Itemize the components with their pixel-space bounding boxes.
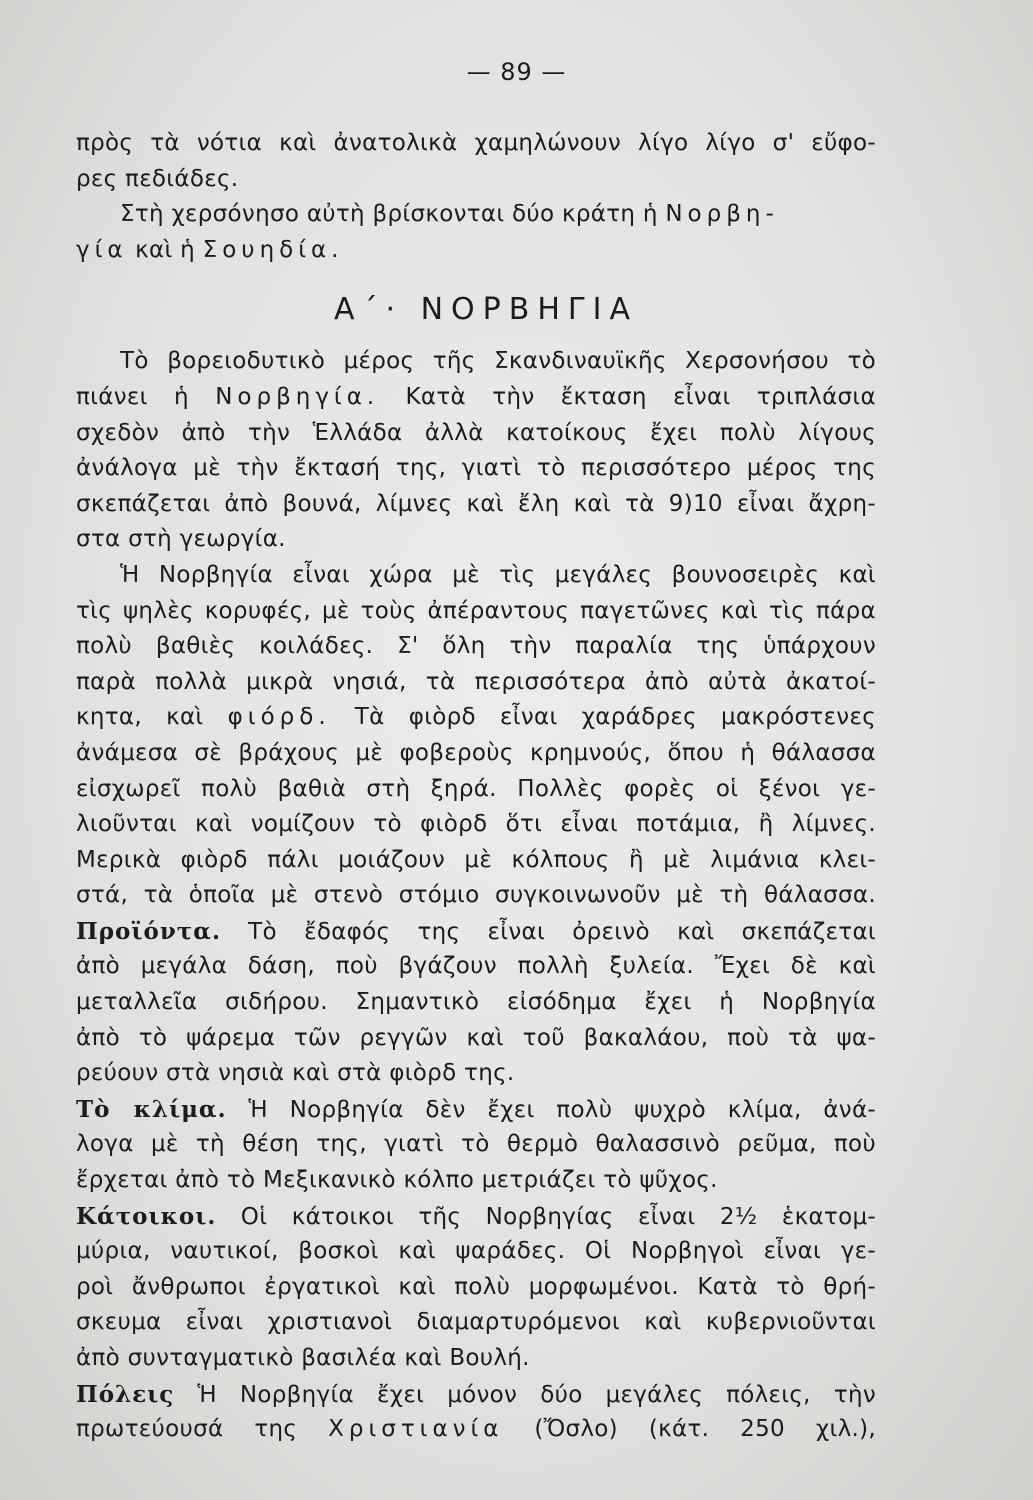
text-line: λογα μὲ τὴ θέση της, γιατὶ τὸ θερμὸ θαλασσινὸ ρεῦμα, ποὺ — [76, 1131, 876, 1158]
section-heading: Α΄· ΝΟΡΒΗΓΙΑ — [334, 292, 638, 328]
page-number: — 89 — — [466, 58, 567, 86]
text-line: γία καὶ ἡ Σουηδία. — [76, 236, 344, 263]
text-line: στά, τὰ ὁποῖα μὲ στενὸ στόμιο συγκοινωνοῦν μὲ τὴ θάλασσα. — [76, 882, 876, 909]
paragraph-cities — [76, 1377, 876, 1448]
text-line: πιάνει ἡ Νορβηγία. Κατὰ τὴν ἔκταση εἶναι τριπλάσια — [76, 383, 876, 410]
intro-paragraph — [76, 126, 876, 268]
text-line: ρες πεδιάδες. — [76, 165, 239, 192]
text-line: παρὰ πολλὰ μικρὰ νησιά, τὰ περισσότερα ἀπὸ αὐτὰ ἀκατοί- — [76, 668, 876, 695]
text-line: κητα, καὶ φιόρδ. Τὰ φιὸρδ εἶναι χαράδρες μακρόστενες — [76, 704, 876, 731]
text-line: Κάτοικοι. Οἱ κάτοικοι τῆς Νορβηγίας εἶναι 2½ ἑκατομ- — [76, 1202, 876, 1230]
text-line: σκευμα εἶναι χριστιανοὶ διαμαρτυρόμενοι καὶ κυβερνιοῦνται — [76, 1309, 876, 1336]
text-line: πρωτεύουσά της Χριστιανία (Ὄσλο) (κάτ. 250 χιλ.), — [76, 1416, 876, 1443]
paragraph-geography — [76, 558, 876, 914]
text-line: ἀνάμεσα σὲ βράχους μὲ φοβεροὺς κρημνούς, ὅπου ἡ θάλασσα — [76, 739, 876, 766]
paragraph-location — [76, 344, 876, 558]
text-line: σκεπάζεται ἀπὸ βουνά, λίμνες καὶ ἔλη καὶ τὰ 9)10 εἶναι ἄχρη- — [76, 490, 876, 517]
products-label: Προϊόντα. — [76, 917, 221, 945]
emphasis-norway: Νορβηγία. — [215, 383, 380, 410]
text-line: λιοῦνται καὶ νομίζουν τὸ φιὸρδ ὅτι εἶναι ποτάμια, ἢ λίμνες. — [76, 811, 876, 838]
text-line: ρεύουν στὰ νησιὰ καὶ στὰ φιὸρδ της. — [76, 1060, 515, 1087]
text-line: στα στὴ γεωργία. — [76, 526, 286, 553]
text-line: πολὺ βαθιὲς κοιλάδες. Σ' ὅλη τὴν παραλία της ὑπάρχουν — [76, 633, 876, 660]
text-line: Πόλεις Ἡ Νορβηγία ἔχει μόνον δύο μεγάλες πόλεις, τὴν — [76, 1380, 876, 1408]
inhabitants-label: Κάτοικοι. — [76, 1202, 217, 1230]
text-line: Μερικὰ φιὸρδ πάλι μοιάζουν μὲ κόλπους ἢ μὲ λιμάνια κλει- — [76, 846, 876, 873]
paragraph-products — [76, 914, 876, 1092]
text-line: σχεδὸν ἀπὸ τὴν Ἑλλάδα ἀλλὰ κατοίκους ἔχει πολὺ λίγους — [76, 419, 876, 446]
body-text — [76, 126, 876, 1448]
climate-label: Τὸ κλίμα. — [76, 1095, 227, 1123]
text-line: Στὴ χερσόνησο αὐτὴ βρίσκονται δύο κράτη ἡ Νορβη- — [120, 201, 779, 228]
text-line: ἀπὸ τὸ ψάρεμα τῶν ρεγγῶν καὶ τοῦ βακαλάου, ποὺ τὰ ψα- — [76, 1024, 876, 1051]
text-line: Ἡ Νορβηγία εἶναι χώρα μὲ τὶς μεγάλες βουνοσειρὲς καὶ — [120, 561, 876, 588]
text-line: ἔρχεται ἀπὸ τὸ Μεξικανικὸ κόλπο μετριάζει τὸ ψῦχος. — [76, 1167, 718, 1194]
text-line: μύρια, ναυτικοί, βοσκοὶ καὶ ψαράδες. Οἱ Νορβηγοὶ εἶναι γε- — [76, 1238, 876, 1265]
text-line: ἀνάλογα μὲ τὴν ἔκτασή της, γιατὶ τὸ περισσότερο μέρος της — [76, 455, 876, 482]
emphasis-sweden: Σουηδία. — [202, 236, 344, 263]
emphasis-christiania: Χριστιανία — [328, 1416, 504, 1443]
text-line: ἀπὸ μεγάλα δάση, ποὺ βγάζουν πολλὴ ξυλεία. Ἔχει δὲ καὶ — [76, 953, 876, 980]
text-line: τὶς ψηλὲς κορυφές, μὲ τοὺς ἀπέραντους παγετῶνες καὶ τὶς πάρα — [76, 597, 876, 624]
text-line: μεταλλεῖα σιδήρου. Σημαντικὸ εἰσόδημα ἔχει ἡ Νορβηγία — [76, 989, 876, 1016]
emphasis-norway: Νορβη- — [665, 201, 779, 228]
text-line: πρὸς τὰ νότια καὶ ἀνατολικὰ χαμηλώνουν λίγο λίγο σ' εὔφο- — [76, 130, 876, 156]
text-line: ροὶ ἄνθρωποι ἐργατικοὶ καὶ πολὺ μορφωμένοι. Κατὰ τὸ θρή- — [76, 1273, 876, 1300]
paragraph-climate — [76, 1092, 876, 1199]
text-line: Τὸ βορειοδυτικὸ μέρος τῆς Σκανδιναυϊκῆς Χερσονήσου τὸ — [120, 348, 876, 375]
cities-label: Πόλεις — [76, 1380, 175, 1408]
text-line: Τὸ κλίμα. Ἡ Νορβηγία δὲν ἔχει πολὺ ψυχρὸ κλίμα, ἀνά- — [76, 1095, 876, 1123]
text-line: ἀπὸ συνταγματικὸ βασιλέα καὶ Βουλή. — [76, 1345, 530, 1371]
text-line: Προϊόντα. Τὸ ἔδαφός της εἶναι ὀρεινὸ καὶ σκεπάζεται — [76, 917, 876, 945]
paragraph-inhabitants — [76, 1199, 876, 1377]
emphasis-fjord: φιόρδ. — [227, 704, 331, 731]
text-line: εἰσχωρεῖ πολὺ βαθιὰ στὴ ξηρά. Πολλὲς φορὲς οἱ ξένοι γε- — [76, 775, 876, 802]
